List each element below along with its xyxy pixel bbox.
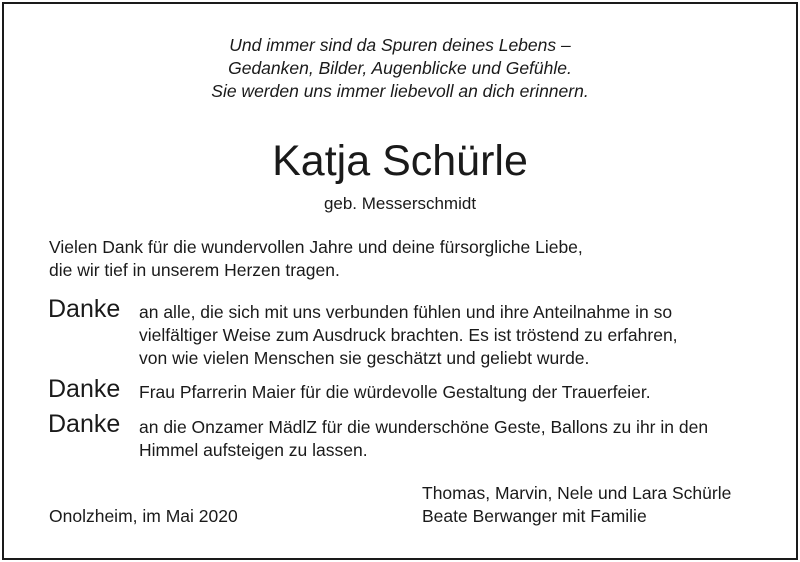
danke-3-line-1: an die Onzamer MädlZ für die wunderschöne Geste, Ballons zu ihr in den bbox=[139, 417, 709, 437]
danke-heading-2: Danke bbox=[48, 375, 121, 403]
intro-line-1: Vielen Dank für die wundervollen Jahre und deine fürsorgliche Liebe, bbox=[49, 237, 583, 257]
deceased-name: Katja Schürle bbox=[272, 137, 528, 185]
danke-1-line-3: von wie vielen Menschen sie geschätzt und geliebt wurde. bbox=[139, 348, 590, 368]
quote-line-3: Sie werden uns immer liebevoll an dich erinnern. bbox=[211, 81, 589, 101]
place-date: Onolzheim, im Mai 2020 bbox=[49, 506, 238, 526]
signature-line-2: Beate Berwanger mit Familie bbox=[422, 506, 647, 526]
signature-line-1: Thomas, Marvin, Nele und Lara Schürle bbox=[422, 483, 732, 503]
intro-line-2: die wir tief in unserem Herzen tragen. bbox=[49, 260, 340, 280]
danke-1-line-2: vielfältiger Weise zum Ausdruck brachten. Es ist tröstend zu erfahren, bbox=[139, 325, 678, 345]
danke-2-line-1: Frau Pfarrerin Maier für die würdevolle Gestaltung der Trauerfeier. bbox=[139, 382, 651, 402]
quote-line-2: Gedanken, Bilder, Augenblicke und Gefühle. bbox=[228, 58, 572, 78]
quote-line-1: Und immer sind da Spuren deines Lebens – bbox=[229, 35, 571, 55]
danke-1-line-1: an alle, die sich mit uns verbunden fühlen und ihre Anteilnahme in so bbox=[139, 302, 673, 322]
maiden-name: geb. Messerschmidt bbox=[323, 194, 477, 213]
danke-heading-3: Danke bbox=[48, 410, 121, 438]
danke-3-line-2: Himmel aufsteigen zu lassen. bbox=[139, 440, 368, 460]
danke-heading-1: Danke bbox=[48, 295, 121, 323]
